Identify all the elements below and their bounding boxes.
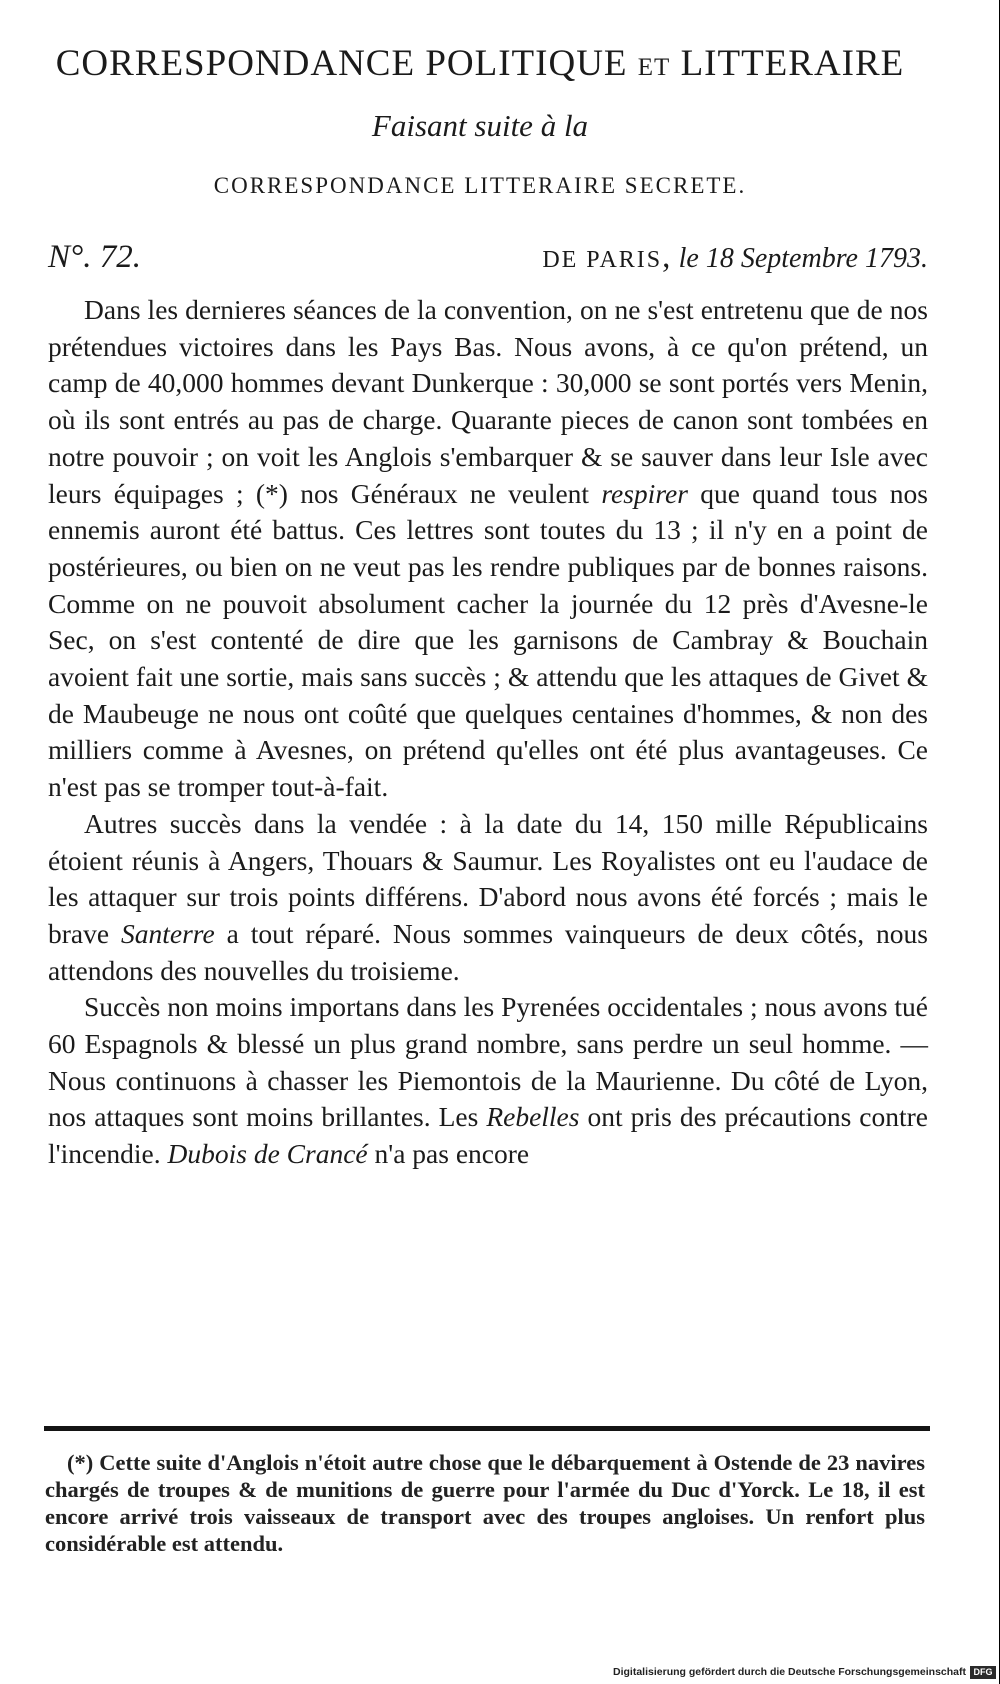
paragraph-text: que quand tous nos ennemis auront été battus. Ces lettres sont toutes du 13 ; il n'y en a point de postérieures, ou bien on ne veut pas les rendre publiques par de bonnes raisons. Comme on ne pouvoit absolument cacher la journée du 12 près d'Avesne-le Sec, on s'est contenté de dire que les garnisons de Cambray & Bouchain avoient fait une sortie, mais sans succès ; & attendu que les attaques de Givet & de Maubeuge ne nous ont coûté que quelques centaines d'hommes, & non des milliers comme à Avesnes, on prétend qu'elles ont été plus avantageuses. Ce n'est pas se tromper tout-à-fait. [48, 477, 928, 803]
footnote [45, 1449, 925, 1557]
issue-number: N°. 72. [48, 239, 141, 275]
footnote-text: (*) Cette suite d'Anglois n'étoit autre chose que le débarquement à Ostende de 23 navires chargés de troupes & de munitions de guerre pour l'armée du Duc d'Yorck. Le 18, il est encore arrivé trois vaisseaux de transport avec des troupes angloises. Un renfort plus considérable est attendu. [45, 1450, 925, 1556]
paragraph-text: ont pris des précautions contre l'incendie. [48, 1101, 928, 1170]
title-part1: CORRESPONDANCE POLITIQUE [55, 43, 628, 84]
paragraph-text: a tout réparé. Nous sommes vainqueurs de deux côtés, nous attendons des nouvelles du troisieme. [48, 917, 928, 986]
italic-text: Rebelles [486, 1101, 580, 1133]
italic-text: respirer [601, 477, 688, 509]
dfg-logo: DFG [970, 1666, 996, 1679]
article-paragraph [48, 806, 928, 990]
paragraph-text: n'a pas encore [367, 1138, 530, 1170]
italic-text: Dubois de Crancé [167, 1138, 368, 1170]
dateline-date: le 18 Septembre 1793. [678, 243, 928, 274]
article-paragraph [48, 292, 928, 806]
title-connector: ET [637, 54, 671, 81]
footnote-divider [44, 1426, 930, 1431]
article-body [48, 292, 928, 1173]
masthead-title [30, 42, 930, 90]
paragraph-text: Autres succès dans la vendée : à la date du 14, 150 mille Républicains étoient réunis à Angers, Thouars & Saumur. Les Royalistes ont eu l'audace de les attaquer sur trois points différens. D'abord nous avons été forcés ; mais le brave [48, 807, 928, 949]
italic-text: Santerre [121, 917, 215, 949]
masthead-subtitle-secondary: CORRESPONDANCE LITTERAIRE SECRETE. [213, 173, 747, 198]
paragraph-text: Succès non moins importans dans les Pyrenées occidentales ; nous avons tué 60 Espagnols & blessé un plus grand nombre, sans perdre un seul homme. — Nous continuons à chasser les Piemontois de la Maurienne. Du côté de Lyon, nos attaques sont moins brillantes. Les [48, 991, 928, 1133]
digitization-credit: Digitalisierung gefördert durch die Deutsche Forschungsgemeinschaft [613, 1666, 966, 1678]
masthead-subtitle: Faisant suite à la [371, 108, 589, 143]
dateline-place: DE PARIS [542, 247, 663, 273]
title-part2: LITTERAIRE [680, 43, 905, 84]
place-date: DE PARIS, le 18 Septembre 1793. [542, 239, 928, 275]
paragraph-text: Dans les dernieres séances de la convention, on ne s'est entretenu que de nos prétendues victoires dans les Pays Bas. Nous avons, à ce qu'on prétend, un camp de 40,000 hommes devant Dunkerque : 30,000 se sont portés vers Menin, où ils sont entrés au pas de charge. Quarante pieces de canon sont tombées en notre pouvoir ; on voit les Anglois s'embarquer & se sauver dans leur Isle avec leurs équipages ; (*) nos Généraux ne veulent [48, 294, 928, 509]
article-paragraph [48, 989, 928, 1173]
dateline [48, 235, 928, 279]
